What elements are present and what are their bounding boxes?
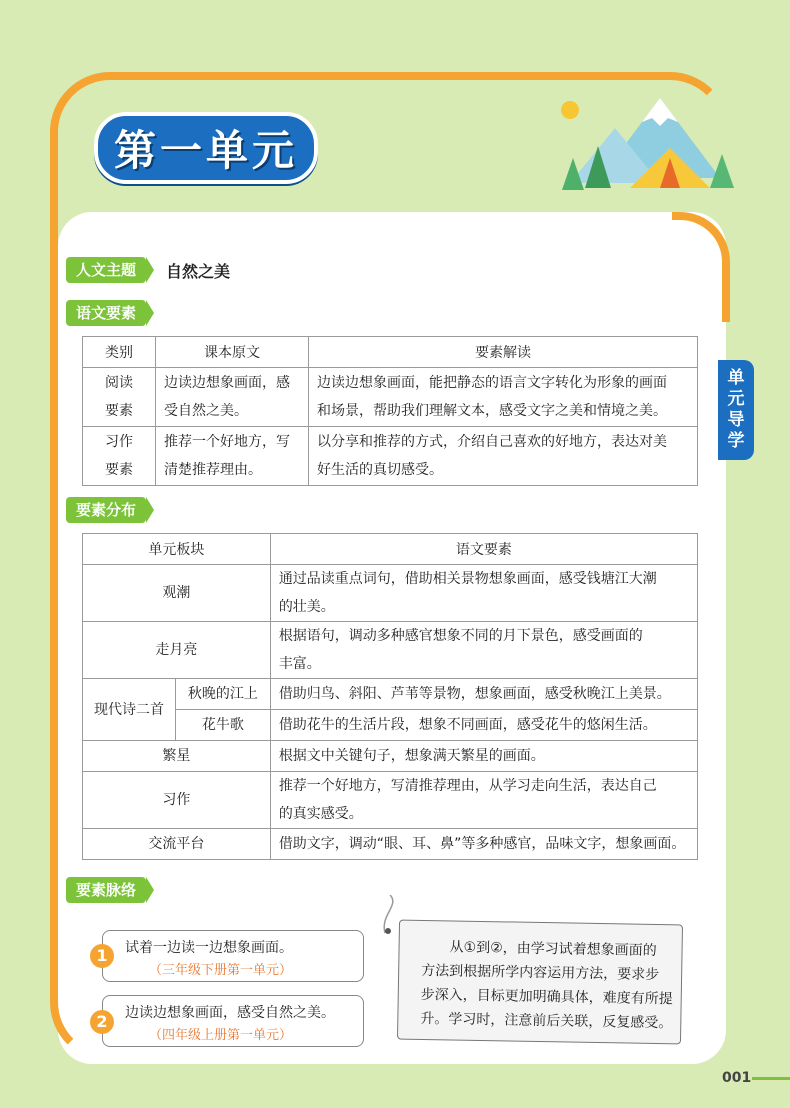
- table-row: 阅读 要素 边读边想象画面，感 受自然之美。 边读边想象画面，能把静态的语言文字转化为形象的画面 和场景，帮助我们理解文本，感受文字之美和情境之美。: [83, 368, 698, 427]
- mountain-camp-illustration: [560, 88, 740, 198]
- table-row: 习作 要素 推荐一个好地方，写 清楚推荐理由。 以分享和推荐的方式，介绍自己喜欢的好地方，表达对美 好生活的真切感受。: [83, 427, 698, 486]
- table-header: 单元板块: [83, 534, 271, 565]
- table-row: 走月亮 根据语句，调动多种感官想象不同的月下景色，感受画面的 丰富。: [83, 622, 698, 679]
- page-number-line: [752, 1077, 790, 1080]
- table-header: 课本原文: [156, 337, 309, 368]
- table-header: 语文要素: [270, 534, 697, 565]
- theme-value: 自然之美: [166, 262, 231, 281]
- table-row: 观潮 通过品读重点词句，借助相关景物想象画面，感受钱塘江大潮 的壮美。: [83, 565, 698, 622]
- side-tab-unit-guide[interactable]: 单 元 导 学: [718, 360, 754, 460]
- table-row: 交流平台 借助文字，调动“眼、耳、鼻”等多种感官，品味文字，想象画面。: [83, 829, 698, 860]
- section-label-context: 要素脉络: [66, 877, 146, 903]
- unit-title: 第一单元: [94, 112, 318, 184]
- sun-icon: [561, 101, 579, 119]
- context-item-2: 边读边想象画面，感受自然之美。 （四年级上册第一单元）: [102, 995, 364, 1047]
- table-header: 类别: [83, 337, 156, 368]
- section-label-distribution: 要素分布: [66, 497, 146, 523]
- number-badge: 1: [90, 944, 114, 968]
- distribution-table: [82, 533, 698, 860]
- table-row: 习作 推荐一个好地方，写清推荐理由，从学习走向生活，表达自己 的真实感受。: [83, 772, 698, 829]
- table-row: 繁星 根据文中关键句子，想象满天繁星的画面。: [83, 741, 698, 772]
- table-row: 花牛歌 借助花牛的生活片段，想象不同画面，感受花牛的悠闲生活。: [83, 710, 698, 741]
- number-badge: 2: [90, 1010, 114, 1034]
- theme-label: 人文主题: [66, 257, 146, 283]
- table-row: 现代诗二首 秋晚的江上 借助归鸟、斜阳、芦苇等景物，想象画面，感受秋晚江上美景。: [83, 679, 698, 710]
- context-memo: 从①到②，由学习试着想象画面的 方法到根据所学内容运用方法，要求步 步深入，目标更加明确具体，难度有所提 升。学习时，注意前后关联，反复感受。: [397, 920, 683, 1045]
- context-item-1: 试着一边读一边想象画面。 （三年级下册第一单元）: [102, 930, 364, 982]
- section-label-elements: 语文要素: [66, 300, 146, 326]
- elements-table: [82, 336, 698, 486]
- page-number: 001: [722, 1070, 752, 1086]
- table-header: 要素解读: [309, 337, 698, 368]
